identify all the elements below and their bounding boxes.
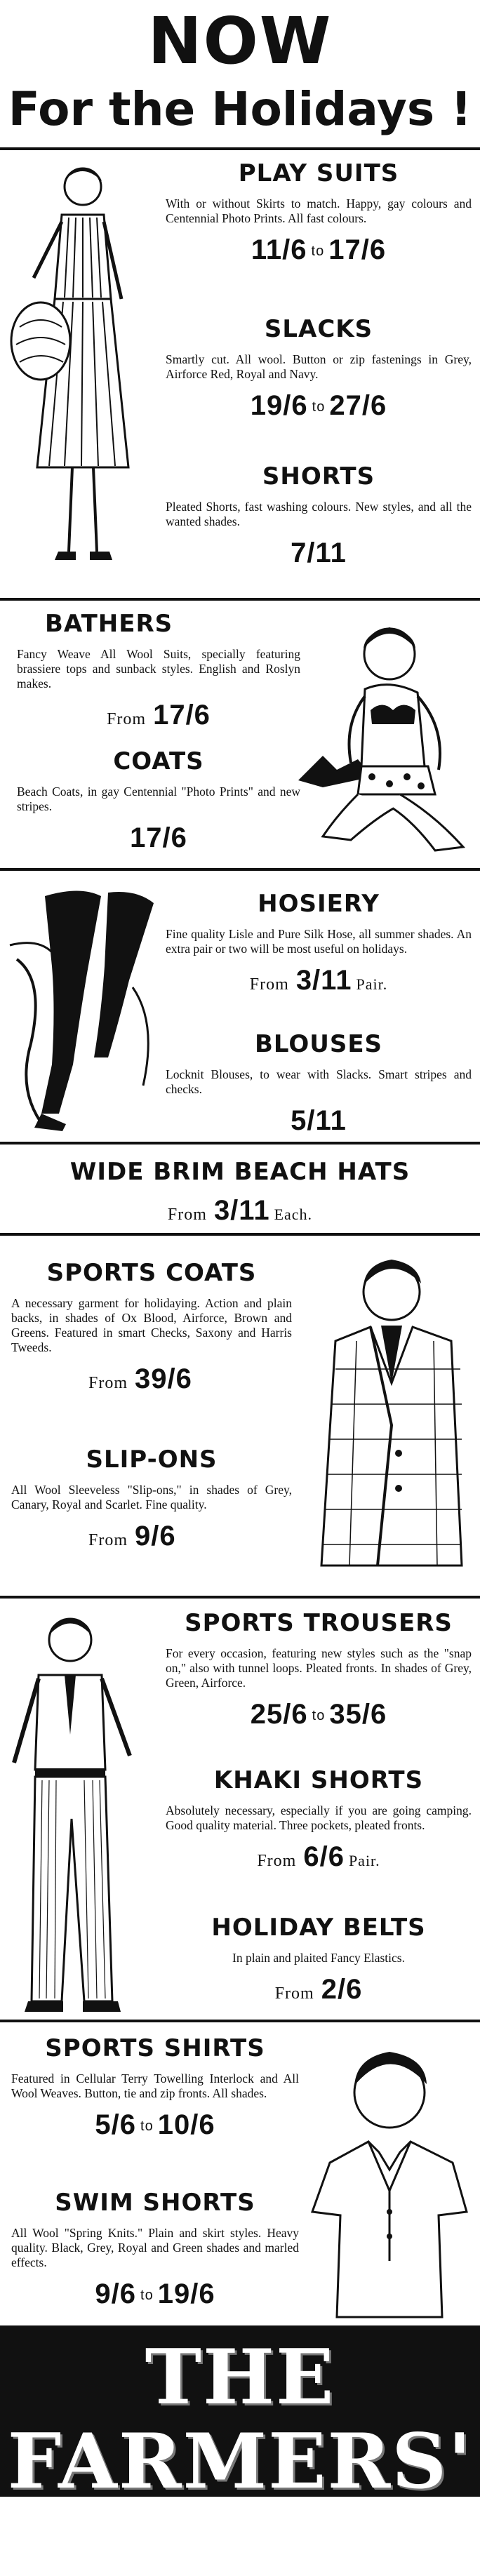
slacks-price (166, 390, 472, 422)
sports-shirts-price-to-word: to (140, 2118, 154, 2135)
holiday-belts-block (166, 1914, 472, 2009)
swim-shorts-description: All Wool "Spring Knits." Plain and skirt styles. Heavy quality. Black, Grey, Royal and Green shades and marled effects. (11, 2226, 299, 2269)
slacks-price-to-word: to (312, 399, 326, 415)
sports-coats-block (11, 1260, 292, 1399)
play-suits-price-from: 11/6 (251, 234, 307, 265)
coats-description: Beach Coats, in gay Centennial "Photo Prints" and new stripes. (17, 785, 300, 813)
play-suits-block (166, 160, 472, 267)
hosiery-from-label: From (249, 975, 289, 994)
swim-shorts-price (11, 2278, 299, 2311)
beach-hats-price-suffix: Each. (274, 1206, 313, 1223)
section-hosiery-blouses (0, 868, 480, 1144)
headline-now: NOW (147, 4, 333, 79)
sports-coats-description: A necessary garment for holidaying. Action and plain backs, in shades of Ox Blood, Airforce, Brown and Greens. Featured in smart Checks, Saxony and Harris Tweeds. (11, 1296, 292, 1354)
slacks-title: SLACKS (264, 315, 373, 343)
beach-hats-block (0, 1159, 480, 1230)
swim-shorts-price-to: 19/6 (157, 2278, 215, 2309)
swim-shorts-title: SWIM SHORTS (55, 2189, 255, 2217)
hosiery-price-suffix: Pair. (356, 975, 388, 993)
shorts-block (166, 463, 472, 568)
slacks-description: Smartly cut. All wool. Button or zip fastenings in Grey, Airforce Red, Royal and Navy. (166, 352, 472, 381)
sports-coats-price (88, 1363, 292, 1399)
bathers-block (17, 610, 300, 735)
sports-shirts-price (11, 2109, 299, 2142)
hosiery-description: Fine quality Lisle and Pure Silk Hose, all summer shades. An extra pair or two will be most useful on holidays. (166, 927, 472, 956)
shorts-price: 7/11 (291, 538, 347, 568)
store-company: ( W.F.C.A. LTD. ) (135, 2501, 345, 2524)
bather-woman-illustration (295, 605, 477, 865)
bathers-price-value: 17/6 (153, 700, 211, 730)
sports-trousers-description: For every occasion, featuring new styles such as the "snap on," also with tunnel loops. Pleated fronts. In shades of Grey, Green, Airforce. (166, 1646, 472, 1690)
holiday-belts-price-value: 2/6 (321, 1974, 363, 2005)
shorts-title: SHORTS (262, 462, 375, 490)
holiday-belts-from-label: From (274, 1984, 314, 2003)
sports-shirts-price-to: 10/6 (157, 2109, 215, 2140)
sports-trousers-title: SPORTS TROUSERS (185, 1609, 453, 1637)
holiday-belts-price (166, 1974, 472, 2009)
coats-price: 17/6 (130, 822, 187, 853)
sports-coats-from-label: From (88, 1374, 128, 1392)
swim-shorts-price-from: 9/6 (95, 2278, 137, 2309)
coats-block (17, 748, 300, 853)
beach-hats-from-label: From (167, 1206, 207, 1224)
section-sports-coats (0, 1233, 480, 1599)
blouses-price: 5/11 (291, 1105, 347, 1136)
khaki-shorts-block (166, 1767, 472, 1876)
sports-trousers-price (166, 1699, 472, 1731)
store-name: THE FARMERS' (7, 2333, 473, 2506)
beach-hats-price (0, 1195, 480, 1230)
hosiery-title: HOSIERY (258, 890, 380, 918)
section-beachwear (0, 598, 480, 871)
sports-trousers-price-to: 35/6 (329, 1699, 387, 1730)
khaki-shorts-price-suffix: Pair. (348, 1852, 380, 1869)
section-shirts (0, 2020, 480, 2328)
hosiery-price (166, 965, 472, 1000)
slip-ons-price (88, 1521, 292, 1556)
woman-playsuit-illustration (6, 159, 146, 580)
hosiery-block (166, 890, 472, 1000)
stockings-illustration (3, 882, 164, 1142)
sports-trousers-price-from: 25/6 (250, 1699, 308, 1730)
slacks-price-to: 27/6 (329, 390, 387, 421)
play-suits-title: PLAY SUITS (238, 159, 399, 187)
slip-ons-description: All Wool Sleeveless "Slip-ons," in shades of Grey, Canary, Royal and Scarlet. Fine quality. (11, 1483, 292, 1511)
store-banner (0, 2325, 480, 2571)
headline-holidays: For the Holidays ! (8, 82, 472, 136)
play-suits-description: With or without Skirts to match. Happy, gay colours and Centennial Photo Prints. All fast colours. (166, 196, 472, 225)
man-trousers-illustration (7, 1608, 147, 2015)
play-suits-price (166, 234, 472, 267)
khaki-shorts-description: Absolutely necessary, especially if you are going camping. Good quality material. Three pockets, pleated fronts. (166, 1803, 472, 1832)
sports-shirts-block (11, 2035, 299, 2142)
sports-trousers-price-to-word: to (312, 1708, 326, 1724)
sports-shirts-price-from: 5/6 (95, 2109, 137, 2140)
slip-ons-price-value: 9/6 (135, 1521, 176, 1551)
sports-coats-title: SPORTS COATS (46, 1259, 257, 1287)
bathers-price (17, 700, 300, 735)
beach-hats-price-value: 3/11 (213, 1195, 270, 1226)
slip-ons-block (11, 1446, 292, 1556)
sports-coats-price-value: 39/6 (135, 1363, 192, 1394)
beach-hats-title: WIDE BRIM BEACH HATS (69, 1158, 411, 1186)
swim-shorts-block (11, 2189, 299, 2311)
play-suits-price-to: 17/6 (328, 234, 387, 265)
shorts-description: Pleated Shorts, fast washing colours. New styles, and all the wanted shades. (166, 500, 472, 528)
store-slogan: "THE SENIOR STORE" (32, 2534, 447, 2576)
man-sports-coat-illustration (293, 1243, 476, 1594)
sports-shirts-description: Featured in Cellular Terry Towelling Interlock and All Wool Weaves. Button, tie and zip fronts. All shades. (11, 2071, 299, 2100)
khaki-shorts-from-label: From (257, 1852, 297, 1870)
swim-shorts-price-to-word: to (140, 2288, 154, 2304)
coats-title: COATS (113, 747, 204, 775)
slacks-block (166, 316, 472, 422)
khaki-shorts-price-value: 6/6 (303, 1841, 345, 1872)
section-beach-hats (0, 1142, 480, 1236)
play-suits-price-to-word: to (311, 243, 325, 260)
section-trousers (0, 1596, 480, 2022)
section-ladies-wear (0, 147, 480, 601)
blouses-block (166, 1031, 472, 1136)
bathers-description: Fancy Weave All Wool Suits, specially featuring brassiere tops and sunback styles. English and Roslyn makes. (17, 647, 300, 690)
sports-shirts-title: SPORTS SHIRTS (45, 2034, 265, 2062)
masthead (0, 0, 480, 147)
khaki-shorts-title: KHAKI SHORTS (213, 1766, 424, 1794)
bathers-title: BATHERS (45, 610, 173, 638)
slip-ons-title: SLIP-ONS (86, 1446, 218, 1474)
holiday-belts-description: In plain and plaited Fancy Elastics. (232, 1951, 405, 1965)
slip-ons-from-label: From (88, 1531, 128, 1549)
blouses-title: BLOUSES (254, 1030, 383, 1058)
blouses-description: Locknit Blouses, to wear with Slacks. Smart stripes and checks. (166, 1067, 472, 1096)
slacks-price-from: 19/6 (250, 390, 308, 421)
man-sports-shirt-illustration (302, 2029, 477, 2324)
hosiery-price-value: 3/11 (295, 965, 352, 996)
bathers-from-label: From (107, 710, 147, 728)
khaki-shorts-price (166, 1841, 472, 1876)
holiday-belts-title: HOLIDAY BELTS (211, 1914, 426, 1942)
sports-trousers-block (166, 1610, 472, 1731)
